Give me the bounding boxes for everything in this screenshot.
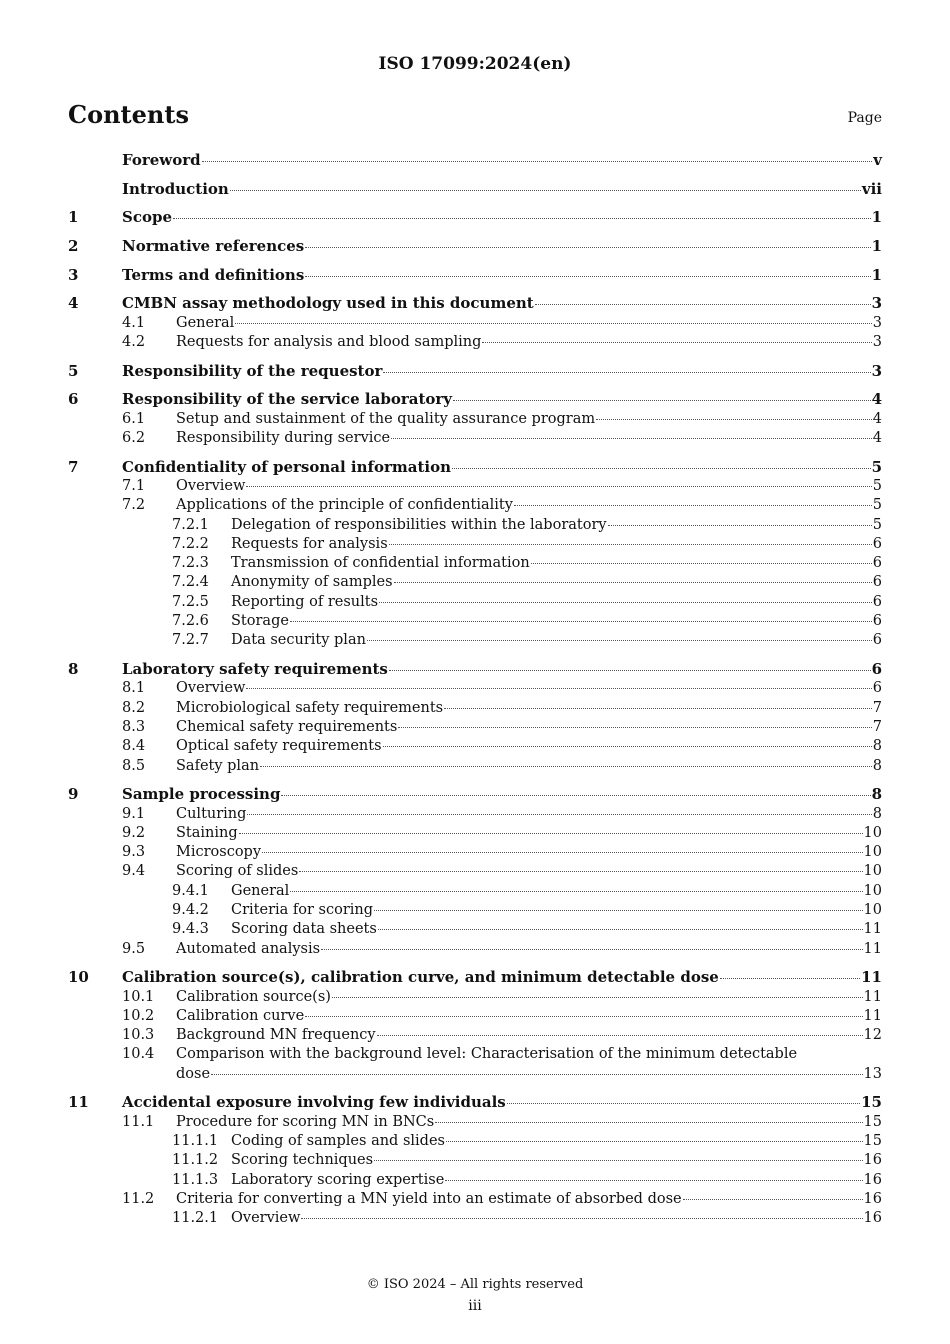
toc-entry[interactable]	[68, 1007, 882, 1026]
toc-dot-leader	[235, 323, 871, 324]
toc-entry[interactable]	[68, 554, 882, 573]
toc-entry-number: 11.2	[122, 1190, 155, 1207]
toc-entry-number: 10.4	[122, 1046, 155, 1063]
toc-entry[interactable]	[68, 593, 882, 612]
toc-dot-leader	[389, 670, 871, 671]
toc-dot-leader	[444, 708, 872, 709]
toc-dot-leader	[482, 342, 871, 343]
toc-entry[interactable]	[68, 1132, 882, 1151]
toc-entry-page: 11	[863, 1007, 882, 1024]
toc-entry-title: General	[176, 314, 235, 331]
toc-entry-page: 10	[863, 844, 882, 861]
toc-dot-leader	[378, 929, 863, 930]
toc-dot-leader	[608, 525, 872, 526]
toc-entry-title: Introduction	[122, 179, 229, 198]
toc-entry-page: 3	[872, 314, 882, 331]
toc-entry[interactable]	[68, 1045, 882, 1064]
toc-dot-leader	[305, 276, 870, 277]
toc-dot-leader	[321, 949, 863, 950]
toc-entry-page: 4	[872, 410, 882, 427]
toc-entry[interactable]	[68, 516, 882, 535]
toc-entry-page: 6	[872, 535, 882, 552]
toc-entry-title: Storage	[231, 613, 289, 630]
toc-entry[interactable]	[68, 333, 882, 352]
copyright-footer: © ISO 2024 – All rights reserved	[366, 1277, 584, 1292]
toc-entry-page: 3	[871, 361, 882, 380]
toc-entry[interactable]	[68, 1171, 882, 1190]
toc-entry-title: Microbiological safety requirements	[176, 699, 444, 716]
toc-dot-leader	[446, 1141, 863, 1142]
toc-entry[interactable]	[68, 968, 882, 987]
toc-entry-number: 5	[68, 361, 79, 380]
page-column-label: Page	[847, 110, 882, 126]
toc-entry-number: 7.1	[122, 477, 146, 494]
toc-entry-title: Laboratory scoring expertise	[231, 1171, 445, 1188]
toc-entry[interactable]	[68, 757, 882, 776]
toc-entry-number: 8.2	[122, 699, 146, 716]
toc-entry-title: Background MN frequency	[176, 1027, 376, 1044]
toc-entry-title: dose	[176, 1065, 211, 1082]
toc-entry[interactable]	[68, 843, 882, 862]
toc-entry-page: 7	[872, 699, 882, 716]
toc-dot-leader	[239, 833, 863, 834]
toc-entry-page: 15	[863, 1133, 882, 1150]
toc-entry-number: 10.3	[122, 1027, 155, 1044]
toc-entry-title: Reporting of results	[231, 593, 379, 610]
toc-entry-title: Setup and sustainment of the quality assurance program	[176, 410, 596, 427]
toc-entry[interactable]	[68, 362, 882, 381]
toc-entry-title: Comparison with the background level: Characterisation of the minimum detectable	[176, 1046, 798, 1063]
toc-entry-page: 15	[861, 1093, 882, 1112]
toc-entry-title: Responsibility during service	[176, 430, 391, 446]
toc-entry[interactable]	[68, 699, 882, 718]
toc-entry-page: 8	[872, 738, 882, 755]
toc-entry-page: 11	[861, 968, 882, 987]
toc-entry-page: 6	[872, 613, 882, 630]
toc-entry-title: Accidental exposure involving few individuals	[122, 1093, 506, 1112]
toc-entry-title: Calibration source(s), calibration curve, and minimum detectable dose	[122, 968, 719, 987]
toc-entry-number: 9	[68, 785, 79, 804]
toc-entry[interactable]	[68, 237, 882, 256]
toc-dot-leader	[332, 997, 863, 998]
toc-entry[interactable]	[68, 535, 882, 554]
toc-entry-page: 16	[863, 1190, 882, 1207]
toc-entry-number: 9.5	[122, 940, 146, 957]
toc-entry-number: 7.2.5	[172, 593, 209, 610]
toc-entry-page: 5	[872, 516, 882, 533]
toc-entry[interactable]	[68, 180, 882, 199]
toc-entry-number: 7.2.6	[172, 613, 209, 630]
toc-entry-title: Optical safety requirements	[176, 738, 382, 755]
toc-dot-leader	[260, 766, 872, 767]
toc-entry[interactable]	[68, 1113, 882, 1132]
toc-entry-title: Overview	[231, 1210, 301, 1227]
toc-entry-number: 2	[68, 237, 79, 256]
toc-entry-page: 8	[872, 805, 882, 822]
toc-dot-leader	[246, 688, 871, 689]
toc-entry-title: Automated analysis	[176, 940, 321, 957]
toc-entry-title: Scoring data sheets	[231, 921, 377, 938]
toc-entry-page: 10	[863, 882, 882, 899]
toc-entry-number: 3	[68, 265, 79, 284]
toc-entry[interactable]	[68, 631, 882, 650]
toc-entry-number: 7.2.3	[172, 555, 209, 572]
toc-entry[interactable]	[68, 612, 882, 631]
toc-entry[interactable]	[68, 920, 882, 939]
toc-dot-leader	[596, 419, 872, 420]
toc-entry[interactable]	[68, 1151, 882, 1170]
toc-entry[interactable]	[68, 1209, 882, 1228]
toc-entry-number: 7.2.4	[172, 574, 209, 591]
toc-entry-title: Scoring techniques	[231, 1152, 374, 1169]
toc-entry[interactable]	[68, 862, 882, 881]
toc-dot-leader	[262, 852, 863, 853]
toc-entry-title: Foreword	[122, 151, 201, 169]
toc-entry-title: Applications of the principle of confidentiality	[176, 497, 513, 514]
toc-entry-number: 6	[68, 390, 79, 409]
toc-entry-number: 9.3	[122, 844, 146, 861]
toc-dot-leader	[435, 1122, 862, 1123]
toc-entry-number: 9.1	[122, 805, 146, 822]
toc-dot-leader	[452, 468, 871, 469]
toc-entry-page: 16	[863, 1152, 882, 1169]
toc-entry-page: 6	[872, 555, 882, 572]
toc-dot-leader	[374, 1160, 862, 1161]
toc-entry[interactable]	[68, 679, 882, 698]
toc-entry-title: Chemical safety requirements	[176, 718, 398, 735]
toc-dot-leader	[246, 486, 871, 487]
toc-dot-leader	[389, 544, 872, 545]
toc-dot-leader	[683, 1199, 863, 1200]
toc-dot-leader	[398, 727, 871, 728]
toc-entry-number: 4.2	[122, 334, 146, 351]
toc-entry-page: 6	[872, 593, 882, 610]
toc-entry-title: General	[231, 882, 290, 899]
toc-entry-title: Anonymity of samples	[231, 574, 393, 591]
toc-entry-title: Overview	[176, 680, 246, 697]
toc-entry-page: 10	[863, 863, 882, 880]
toc-entry-title: Requests for analysis and blood sampling	[176, 334, 482, 351]
toc-entry-title: Requests for analysis	[231, 535, 388, 552]
toc-entry-title: Procedure for scoring MN in BNCs	[176, 1113, 435, 1130]
toc-entry[interactable]	[68, 1190, 882, 1209]
toc-entry[interactable]	[68, 940, 882, 959]
toc-entry-title: Safety plan	[176, 757, 260, 774]
toc-entry-number: 10	[68, 968, 89, 987]
toc-dot-leader	[281, 795, 870, 796]
toc-entry-page: 3	[871, 294, 882, 313]
toc-entry[interactable]	[68, 1093, 882, 1112]
toc-entry-number: 9.4.3	[172, 921, 209, 938]
toc-entry-number: 7.2	[122, 497, 146, 514]
toc-dot-leader	[290, 891, 862, 892]
toc-entry-number: 9.4.1	[172, 882, 209, 899]
toc-entry-number: 7.2.7	[172, 632, 209, 649]
toc-entry[interactable]	[68, 1026, 882, 1045]
toc-entry-title: Data security plan	[231, 632, 366, 649]
toc-dot-leader	[247, 814, 871, 815]
toc-entry[interactable]	[68, 901, 882, 920]
toc-dot-leader	[445, 1180, 862, 1181]
toc-entry-number: 8.1	[122, 680, 146, 697]
toc-entry-page: 13	[863, 1065, 882, 1082]
toc-entry-page: 6	[871, 660, 882, 679]
toc-entry-title: Terms and definitions	[122, 265, 305, 284]
toc-entry-page: vii	[861, 179, 882, 198]
toc-entry[interactable]	[68, 737, 882, 756]
toc-entry-page: 3	[872, 334, 882, 351]
toc-entry-page: 12	[863, 1027, 882, 1044]
toc-dot-leader	[514, 505, 872, 506]
toc-dot-leader	[379, 602, 872, 603]
toc-entry-title: Staining	[176, 824, 238, 841]
toc-entry-page: 6	[872, 632, 882, 649]
toc-entry-title: Calibration source(s)	[176, 988, 331, 1005]
toc-dot-leader	[391, 438, 872, 439]
toc-entry-title: Normative references	[122, 237, 305, 256]
toc-entry[interactable]	[68, 660, 882, 679]
toc-entry-page: 11	[863, 921, 882, 938]
toc-entry[interactable]	[68, 410, 882, 429]
toc-entry[interactable]	[68, 785, 882, 804]
toc-entry-page: v	[873, 151, 882, 169]
toc-dot-leader	[305, 247, 870, 248]
toc-entry[interactable]	[68, 718, 882, 737]
toc-entry-number: 11.1	[122, 1113, 155, 1130]
toc-dot-leader	[535, 304, 871, 305]
toc-entry-number: 8	[68, 660, 79, 679]
toc-dot-leader	[374, 910, 863, 911]
toc-dot-leader	[299, 871, 862, 872]
toc-entry[interactable]	[68, 266, 882, 285]
toc-dot-leader	[305, 1016, 862, 1017]
toc-entry[interactable]	[68, 573, 882, 592]
toc-entry-number: 8.5	[122, 757, 146, 774]
toc-dot-leader	[301, 1218, 862, 1219]
toc-entry[interactable]	[68, 208, 882, 227]
toc-entry-page: 15	[863, 1113, 882, 1130]
toc-entry-number: 11.1.3	[172, 1171, 219, 1188]
toc-entry-title: Criteria for scoring	[231, 902, 374, 918]
toc-entry-page: 6	[872, 574, 882, 591]
toc-entry-number: 8.3	[122, 718, 146, 735]
toc-entry-page: 5	[872, 477, 882, 494]
toc-entry-number: 8.4	[122, 738, 146, 755]
toc-dot-leader	[394, 582, 872, 583]
toc-dot-leader	[507, 1103, 860, 1104]
toc-entry-number: 4.1	[122, 314, 146, 331]
toc-entry-title: Overview	[176, 477, 246, 494]
toc-entry-number: 11.2.1	[172, 1210, 219, 1227]
toc-dot-leader	[173, 218, 871, 219]
toc-entry[interactable]	[68, 805, 882, 824]
toc-entry-title: Calibration curve	[176, 1007, 305, 1024]
toc-entry-title: Microscopy	[176, 844, 262, 861]
toc-entry-title: CMBN assay methodology used in this document	[122, 294, 534, 313]
toc-entry-page: 1	[871, 208, 882, 227]
toc-entry-page: 4	[872, 430, 882, 446]
toc-entry-number: 4	[68, 294, 79, 313]
toc-entry-title: Delegation of responsibilities within the laboratory	[231, 516, 607, 533]
toc-entry-number: 6.1	[122, 410, 146, 427]
toc-entry-page: 4	[871, 390, 882, 409]
toc-entry[interactable]	[68, 882, 882, 901]
toc-dot-leader	[367, 640, 872, 641]
toc-entry-title: Responsibility of the requestor	[122, 361, 383, 380]
toc-entry[interactable]	[68, 477, 882, 496]
toc-entry-title: Scoring of slides	[176, 863, 299, 880]
toc-entry-number: 9.2	[122, 824, 146, 841]
toc-entry-page: 1	[871, 265, 882, 284]
toc-dot-leader	[453, 400, 871, 401]
toc-entry[interactable]	[68, 496, 882, 515]
toc-dot-leader	[211, 1074, 863, 1075]
toc-entry-number: 10.2	[122, 1007, 155, 1024]
toc-entry-number: 9.4.2	[172, 902, 209, 918]
toc-entry[interactable]	[68, 151, 882, 170]
toc-dot-leader	[230, 190, 861, 191]
toc-entry-page: 11	[863, 940, 882, 957]
toc-entry-page: 10	[863, 824, 882, 841]
toc-entry-title: Laboratory safety requirements	[122, 660, 388, 679]
toc-entry-page: 1	[871, 237, 882, 256]
toc-entry-title: Sample processing	[122, 785, 281, 804]
toc-entry-title: Criteria for converting a MN yield into an estimate of absorbed dose	[176, 1190, 682, 1207]
toc-entry-number: 9.4	[122, 863, 146, 880]
toc-entry-page: 7	[872, 718, 882, 735]
toc-dot-leader	[290, 621, 872, 622]
toc-entry[interactable]	[68, 458, 882, 477]
toc-entry-number: 11	[68, 1093, 89, 1112]
toc-entry[interactable]	[68, 1065, 882, 1084]
toc-entry-title: Transmission of confidential information	[231, 555, 530, 572]
page-number: iii	[468, 1298, 482, 1314]
toc-entry[interactable]	[68, 314, 882, 333]
toc-dot-leader	[531, 563, 872, 564]
document-id-header: ISO 17099:2024(en)	[378, 54, 572, 74]
toc-dot-leader	[383, 372, 870, 373]
toc-entry-title: Culturing	[176, 805, 247, 822]
toc-entry-title: Scope	[122, 208, 173, 227]
toc-entry[interactable]	[68, 988, 882, 1007]
toc-entry-number: 7.2.1	[172, 516, 209, 533]
toc-entry-page: 5	[871, 457, 882, 476]
contents-title: Contents	[68, 100, 189, 129]
toc-entry-number: 7	[68, 457, 79, 476]
toc-entry[interactable]	[68, 294, 882, 313]
toc-entry-title: Responsibility of the service laboratory	[122, 390, 453, 409]
toc-dot-leader	[202, 161, 873, 162]
toc-entry-page: 8	[871, 785, 882, 804]
toc-entry[interactable]	[68, 429, 882, 448]
toc-entry-number: 1	[68, 208, 79, 227]
toc-entry-page: 8	[872, 757, 882, 774]
toc-entry-number: 10.1	[122, 988, 155, 1005]
toc-entry-number: 6.2	[122, 430, 146, 446]
toc-entry-page: 6	[872, 680, 882, 697]
toc-dot-leader	[383, 746, 872, 747]
toc-entry[interactable]	[68, 390, 882, 409]
toc-entry-title: Confidentiality of personal information	[122, 457, 452, 476]
toc-entry-page: 10	[863, 902, 882, 918]
toc-dot-leader	[720, 978, 860, 979]
toc-entry-title: Coding of samples and slides	[231, 1133, 445, 1150]
toc-entry[interactable]	[68, 824, 882, 843]
table-of-contents	[68, 151, 882, 1229]
toc-entry-page: 11	[863, 988, 882, 1005]
toc-entry-number: 7.2.2	[172, 535, 209, 552]
toc-entry-page: 5	[872, 497, 882, 514]
toc-entry-number: 11.1.1	[172, 1133, 219, 1150]
toc-dot-leader	[377, 1035, 863, 1036]
toc-entry-page: 16	[863, 1171, 882, 1188]
toc-entry-page: 16	[863, 1210, 882, 1227]
toc-entry-number: 11.1.2	[172, 1152, 219, 1169]
